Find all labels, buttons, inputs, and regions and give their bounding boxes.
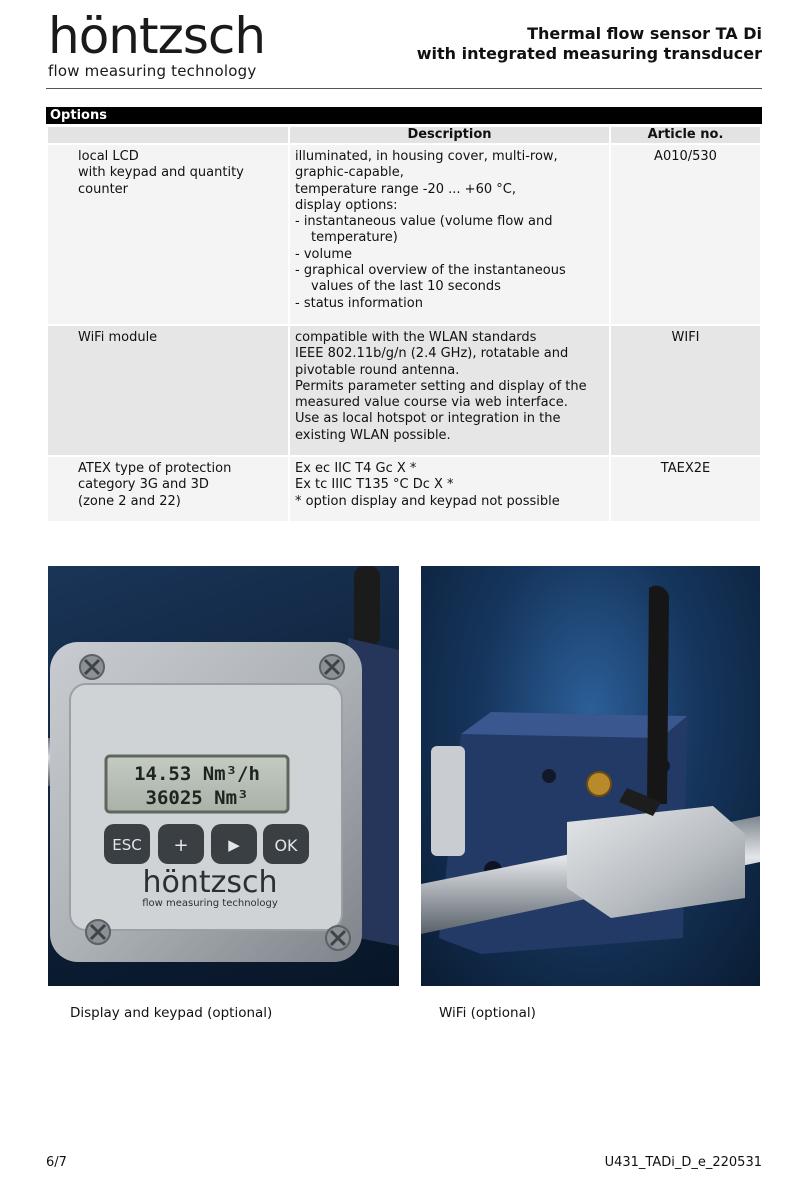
option-description-cell (289, 456, 610, 522)
description-line: display options: (295, 197, 398, 213)
caption-display-keypad: Display and keypad (optional) (70, 1005, 273, 1021)
article-number-cell: TAEX2E (610, 456, 761, 522)
option-description-cell (289, 325, 610, 456)
title-line-1: Thermal flow sensor TA Di (527, 24, 762, 43)
description-line: temperature range -20 ... +60 °C, (295, 181, 516, 197)
option-name-line: counter (78, 181, 129, 197)
wifi-module-photo (421, 566, 760, 986)
company-logo (48, 8, 288, 80)
option-name-line: with keypad and quantity (78, 165, 244, 181)
screw-icon (326, 926, 350, 950)
description-line: measured value course via web interface. (295, 395, 568, 411)
display-keypad-illustration (48, 566, 399, 986)
header-cell-article: Article no. (610, 126, 761, 144)
description-line: * option display and keypad not possible (295, 493, 560, 509)
description-line: illuminated, in housing cover, multi-row, (295, 149, 558, 164)
header-divider (46, 88, 762, 89)
article-number-cell: A010/530 (610, 144, 761, 325)
description-line: graphic-capable, (295, 165, 404, 181)
next-key-label: ▶ (228, 836, 240, 854)
option-name-line: (zone 2 and 22) (78, 493, 181, 509)
description-line: IEEE 802.11b/g/n (2.4 GHz), rotatable and (295, 346, 569, 362)
logo-wordmark: höntzsch (48, 7, 266, 65)
option-name-cell (47, 144, 289, 325)
antenna (354, 566, 380, 646)
description-line: existing WLAN possible. (295, 427, 451, 443)
description-line: Use as local hotspot or integration in the (295, 411, 561, 427)
header-cell-empty (47, 126, 289, 144)
device-brand-tagline: flow measuring technology (142, 898, 278, 909)
display-keypad-photo (48, 566, 399, 986)
description-bullet-continued: values of the last 10 seconds (311, 279, 501, 295)
table-row (47, 144, 761, 325)
option-name-line: ATEX type of protection (78, 461, 232, 476)
ok-key-label: OK (274, 836, 298, 855)
screw-icon (80, 655, 104, 679)
option-name-line: category 3G and 3D (78, 477, 209, 493)
description-bullet: - graphical overview of the instantaneous (295, 263, 566, 279)
document-title (417, 24, 762, 64)
housing-flange (431, 746, 465, 856)
options-section-title: Options (46, 107, 762, 124)
description-line: Permits parameter setting and display of the (295, 378, 587, 394)
title-line-2: with integrated measuring transducer (416, 44, 762, 63)
screw-icon (86, 920, 110, 944)
description-line: pivotable round antenna. (295, 362, 460, 378)
wifi-module-illustration (421, 566, 760, 986)
antenna-connector (587, 772, 611, 796)
page-number: 6/7 (46, 1155, 67, 1170)
device-brand: höntzsch (142, 865, 278, 900)
option-name-line: WiFi module (78, 330, 158, 345)
description-bullet: - instantaneous value (volume flow and (295, 214, 553, 230)
option-name-line: local LCD (78, 149, 139, 164)
pipe-clamp (567, 806, 745, 918)
description-bullet: - volume (295, 246, 352, 262)
description-line: Ex tc IIIC T135 °C Dc X * (295, 477, 454, 493)
option-name-cell (47, 456, 289, 522)
option-name-cell (47, 325, 289, 456)
logo-tagline: flow measuring technology (48, 62, 257, 80)
description-line: compatible with the WLAN standards (295, 330, 537, 345)
table-row (47, 456, 761, 522)
plus-key-label: + (173, 835, 189, 856)
screw-icon (320, 655, 344, 679)
screw-icon (542, 769, 556, 783)
description-bullet-continued: temperature) (311, 230, 398, 246)
caption-wifi: WiFi (optional) (439, 1005, 536, 1021)
table-row (47, 325, 761, 456)
options-table (46, 125, 762, 523)
description-bullet: - status information (295, 295, 423, 311)
lcd-line-2: 36025 Nm³ (145, 787, 249, 809)
lcd-line-1: 14.53 Nm³/h (134, 763, 260, 785)
table-header-row (47, 126, 761, 144)
antenna (647, 586, 669, 804)
description-line: Ex ec IIC T4 Gc X * (295, 461, 417, 476)
option-description-cell (289, 144, 610, 325)
header-cell-description: Description (289, 126, 610, 144)
article-number-cell: WIFI (610, 325, 761, 456)
esc-key-label: ESC (112, 836, 142, 854)
document-id: U431_TADi_D_e_220531 (604, 1155, 762, 1170)
